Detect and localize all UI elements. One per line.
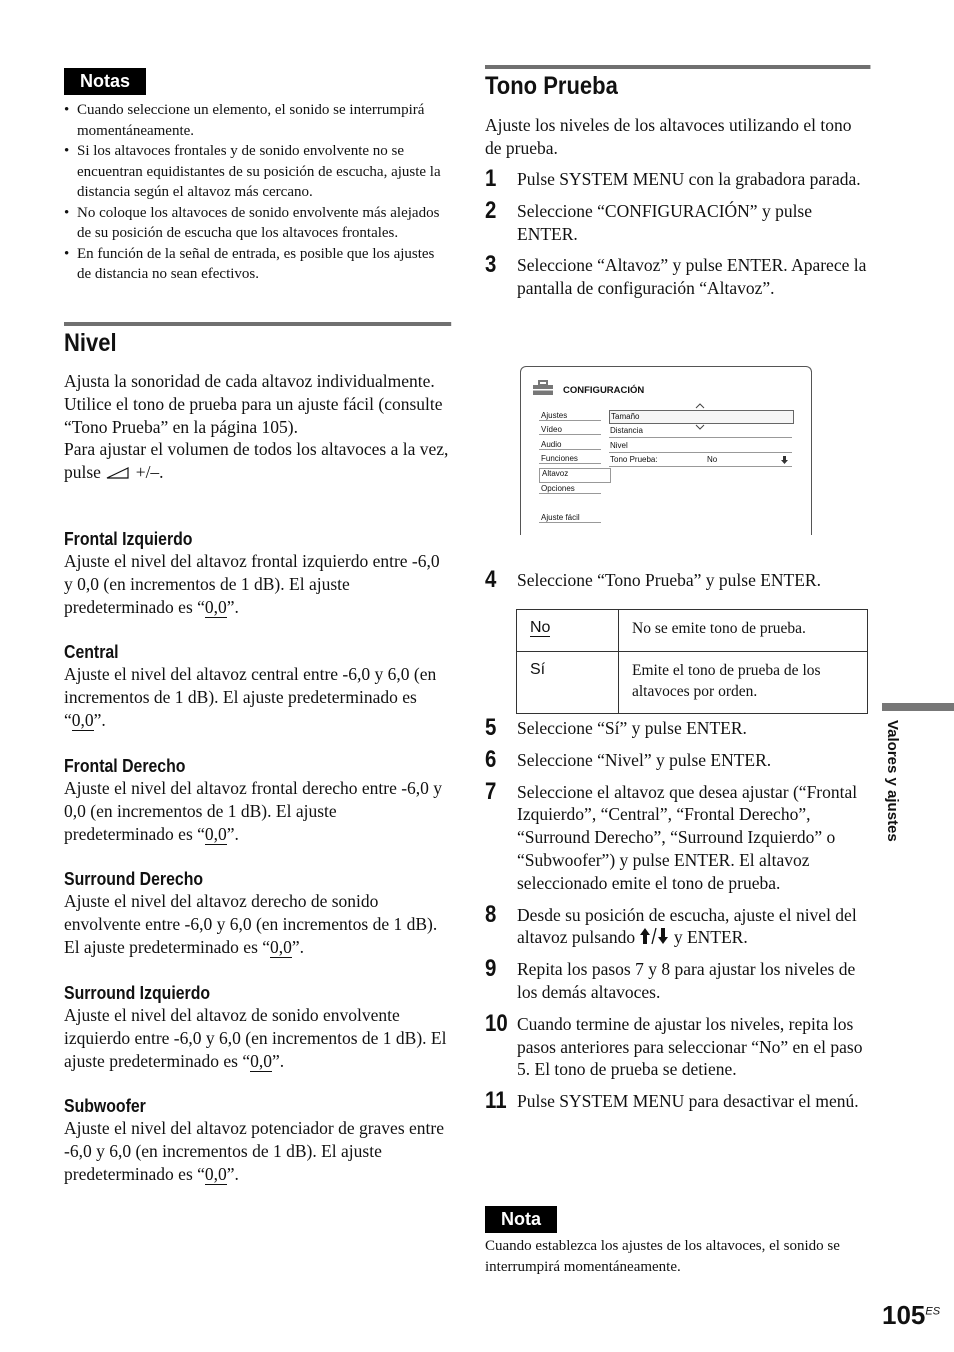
screen-menu-item: Audio: [539, 440, 601, 450]
screen-title: CONFIGURACIÓN: [563, 385, 645, 396]
sub-frontal-izquierdo: Frontal Izquierdo Ajuste el nivel del altavoz frontal izquierdo entre -6,0 y 0,0 (en incrementos de 1 dB). El ajuste predeterminado es “0,0”.: [64, 529, 440, 617]
section-title-nivel: Nivel: [64, 322, 451, 358]
sub-title: Frontal Derecho: [64, 756, 186, 776]
sub-surround-derecho: Surround Derecho Ajuste el nivel del altavoz derecho de sonido envolvente entre -6,0 y 6,0 (en incrementos de 1 dB). El ajuste predeterminado es “0,0”.: [64, 869, 438, 957]
step-item: 5 Seleccione “Sí” y pulse ENTER.: [485, 714, 747, 741]
list-item: • No coloque los altavoces de sonido envolvente más alejados de su posición de escucha que los altavoces frontales.: [64, 203, 450, 244]
step-item: 8 Desde su posición de escucha, ajuste el nivel del altavoz pulsando y ENTER.: [485, 900, 857, 948]
screen-option-tono: Tono Prueba: No: [609, 454, 792, 467]
toolbox-icon: [532, 380, 554, 396]
screen-option: Distancia: [609, 425, 792, 438]
step-item: 6 Seleccione “Nivel” y pulse ENTER.: [485, 745, 772, 773]
sub-subwoofer: Subwoofer Ajuste el nivel del altavoz potenciador de graves entre -6,0 y 6,0 (en incrementos de 1 dB). El ajuste predeterminado es “0,0”.: [64, 1096, 444, 1184]
sub-title: Frontal Izquierdo: [64, 529, 193, 549]
tono-intro: Ajuste los niveles de los altavoces utilizando el tono de prueba.: [485, 115, 852, 158]
sub-title: Central: [64, 642, 119, 662]
nota-label: Nota: [485, 1206, 557, 1233]
screen-option: Nivel: [609, 440, 792, 453]
notas-label: Notas: [64, 68, 146, 95]
sub-title: Surround Derecho: [64, 869, 204, 889]
step-item: 11 Pulse SYSTEM MENU para desactivar el menú.: [485, 1087, 859, 1115]
arrow-up-down-icon: [639, 927, 669, 945]
step-item: 1 Pulse SYSTEM MENU con la grabadora parada.: [485, 165, 861, 192]
screen-menu-item-selected: Altavoz: [539, 468, 611, 483]
nivel-intro-2: Para ajustar el volumen de todos los altavoces a la vez, pulse +/–.: [64, 439, 449, 483]
sidebar-section-label: Valores y ajustes: [884, 720, 901, 842]
nota-text: Cuando establezca los ajustes de los altavoces, el sonido se interrumpirá momentáneamente.: [485, 1238, 840, 1275]
table-row: [517, 652, 868, 714]
nivel-intro: Ajusta la sonoridad de cada altavoz individualmente. Utilice el tono de prueba para un ajuste fácil (consulte “Tono Prueba” en la página 105).: [64, 371, 443, 437]
sub-surround-izquierdo: Surround Izquierdo Ajuste el nivel del altavoz de sonido envolvente izquierdo entre -6,0 y 6,0 (en incrementos de 1 dB). El ajuste predeterminado es “0,0”.: [64, 983, 447, 1071]
screen-menu-item: Funciones: [539, 454, 601, 464]
screen-menu-item: Opciones: [539, 484, 601, 494]
sub-central: Central Ajuste el nivel del altavoz central entre -6,0 y 6,0 (en incrementos de 1 dB). El ajuste predeterminado es “0,0”.: [64, 642, 437, 730]
steps-5-7: [485, 714, 869, 1115]
sub-frontal-derecho: Frontal Derecho Ajuste el nivel del altavoz frontal derecho entre -6,0 y 0,0 (en incrementos de 1 dB). El ajuste predeterminado es “0,0”.: [64, 756, 443, 844]
step-item: 10 Cuando termine de ajustar los niveles, repita los pasos anteriores para seleccionar “No” en el paso 5. El tono de prueba se detiene.: [485, 1009, 863, 1080]
arrow-down-icon: [781, 456, 788, 464]
screen-menu-item: Ajuste fácil: [539, 513, 601, 523]
notas-list: [64, 100, 450, 285]
tono-options-table: [516, 609, 868, 714]
list-item: • En función de la señal de entrada, es posible que los ajustes de distancia no sean efectivos.: [64, 244, 450, 285]
volume-icon: [105, 467, 131, 479]
list-item: • Si los altavoces frontales y de sonido envolvente no se encuentran equidistantes de su posición de escucha, ajuste la distancia según el altavoz más cercano.: [64, 141, 450, 203]
screen-menu-item: Ajustes: [539, 411, 601, 421]
option-key: Sí: [517, 652, 619, 714]
option-value: Emite el tono de prueba de los altavoces por orden.: [619, 652, 868, 714]
step-item: 9 Repita los pasos 7 y 8 para ajustar los niveles de los demás altavoces.: [485, 955, 856, 1002]
step-item: 4 Seleccione “Tono Prueba” y pulse ENTER.: [485, 566, 821, 593]
option-value: No se emite tono de prueba.: [619, 610, 868, 652]
step-item: 7 Seleccione el altavoz que desea ajustar (“Frontal Izquierdo”, “Central”, “Frontal Derecho”, “Surround Derecho”, “Surround Izquierdo” o “Subwoofer”) y pulse ENTER. El altavoz seleccionado emite el tono de prueba.: [485, 777, 858, 893]
page-number: $105^{ES}$: [882, 1300, 941, 1330]
chevron-up-icon: [695, 403, 705, 409]
sidebar-tab-bar: [882, 703, 954, 711]
screen-menu-item: Vídeo: [539, 425, 601, 435]
section-title-tono-prueba: Tono Prueba: [485, 65, 870, 101]
configuracion-screen: [520, 366, 812, 535]
screen-option-highlighted: Tamaño: [609, 410, 794, 424]
steps-1-3: [485, 165, 869, 300]
sub-title: Subwoofer: [64, 1096, 146, 1116]
table-row: [517, 610, 868, 652]
sub-title: Surround Izquierdo: [64, 983, 211, 1003]
step-item: 2 Seleccione “CONFIGURACIÓN” y pulse ENTER.: [485, 196, 813, 244]
list-item: • Cuando seleccione un elemento, el sonido se interrumpirá momentáneamente.: [64, 100, 450, 141]
screen-tone-value: No: [707, 455, 718, 464]
step-item: 3 Seleccione “Altavoz” y pulse ENTER. Aparece la pantalla de configuración “Altavoz”.: [485, 251, 867, 299]
option-key: No: [530, 619, 551, 636]
